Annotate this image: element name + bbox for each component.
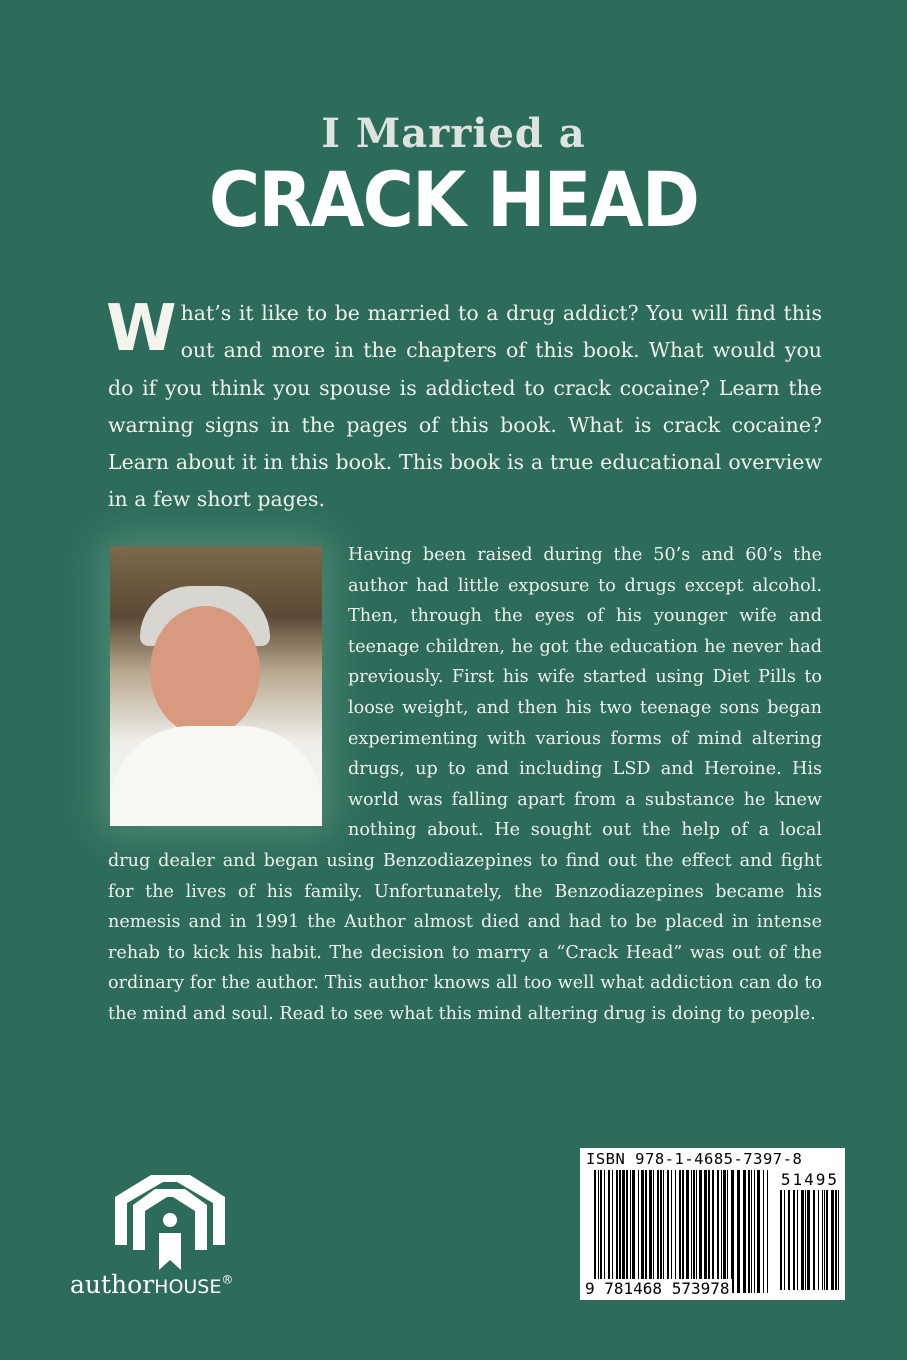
price-code: 51495 xyxy=(780,1170,839,1189)
author-bio xyxy=(108,540,822,1030)
isbn-barcode xyxy=(580,1148,845,1300)
isbn-label: ISBN 978-1-4685-7397-8 xyxy=(586,1150,803,1168)
title-line-2: CRACK HEAD xyxy=(208,155,699,244)
author-photo xyxy=(110,546,322,826)
publisher-name: authorHOUSE® xyxy=(70,1270,234,1299)
drop-cap: W xyxy=(106,292,177,366)
intro-text: hat’s it like to be married to a drug addict? You will find this out and more in the chapters of this book. What would you do if you think you spouse is addicted to crack cocaine? Learn the warning signs in the pages of this book. What is crack cocaine? Learn about it in this book. This book is a true educational overview in a few short pages. xyxy=(108,301,822,512)
publisher-logo-icon xyxy=(70,1175,270,1270)
title-line-1: I Married a xyxy=(321,110,586,157)
barcode-digits: 9 781468 573978 xyxy=(585,1279,730,1298)
intro-paragraph xyxy=(106,292,822,519)
bio-text: Having been raised during the 50’s and 60’s the author had little exposure to drugs except alcohol. Then, through the eyes of his younger wife and teenage children, he got the education he never had previously. First his wife started using Diet Pills to loose weight, and then his two teenage sons began experimenting with various forms of mind altering drugs, up to and including LSD and Heroine. His world was falling apart from a substance he knew nothing about. He sought out the help of a local drug dealer and began using Benzodiazepines to find out the effect and fight for the lives of his family. Unfortunately, the Benzodiazepines became his nemesis and in 1991 the Author almost died and had to be placed in intense rehab to kick his habit. The decision to marry a “Crack Head” was out of the ordinary for the author. This author knows all too well what addiction can do to the mind and soul. Read to see what this mind altering drug is doing to people. xyxy=(108,545,822,1024)
